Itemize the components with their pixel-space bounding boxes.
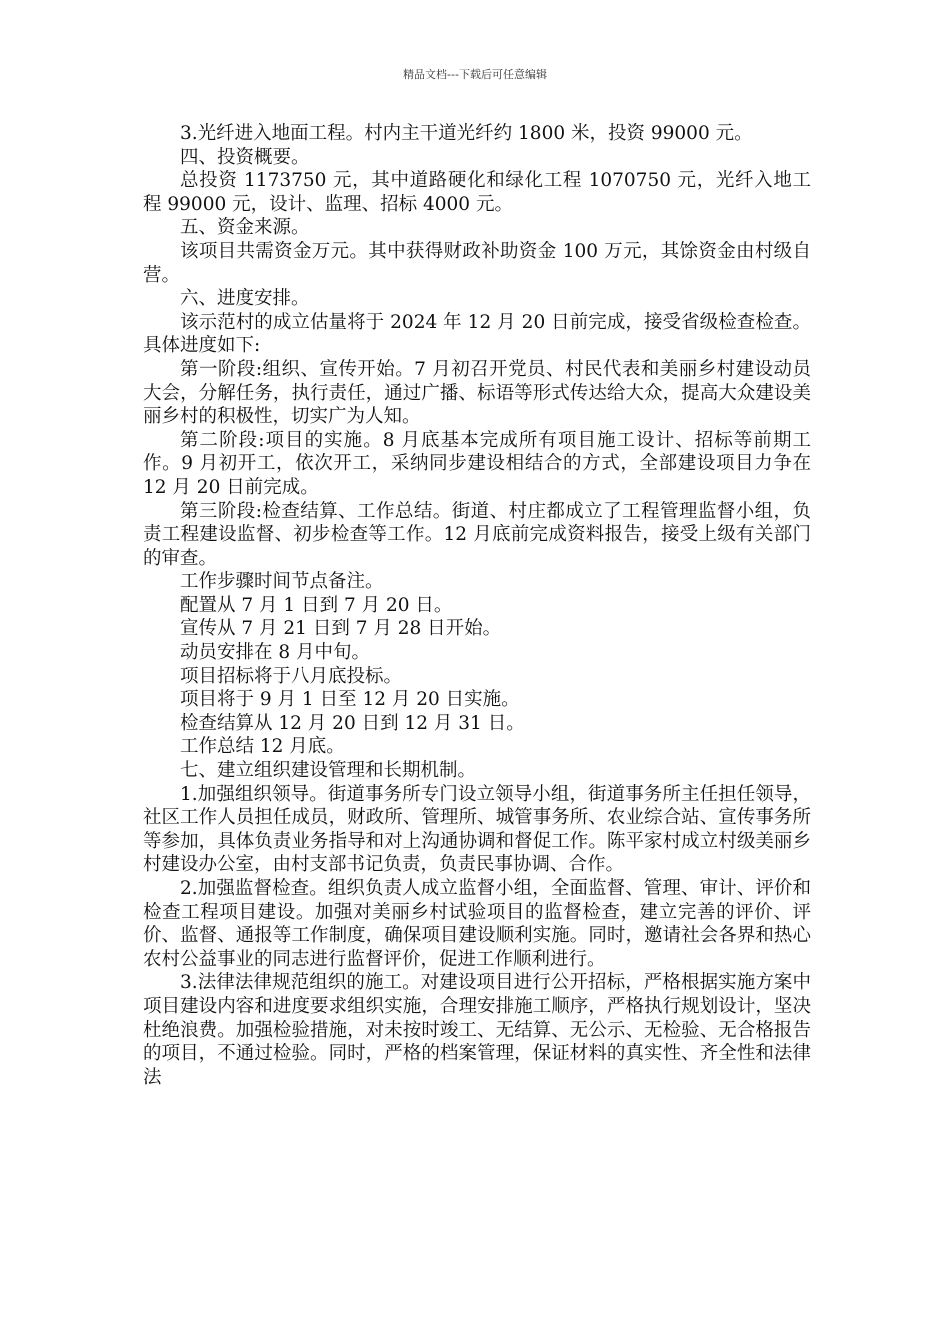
schedule-line: 检查结算从 12 月 20 日到 12 月 31 日。 — [180, 712, 525, 734]
paragraph: 3.光纤进入地面工程。村内主干道光纤约 1800 米，投资 99000 元。 — [180, 123, 753, 144]
schedule-line: 工作总结 12 月底。 — [180, 736, 345, 758]
section-heading: 四、投资概要。 — [180, 146, 310, 168]
paragraph: 第二阶段:项目的实施。8 月底基本完成所有项目施工设计、招标等前期工作。9 月初开工，依次开工，采纳同步建设相结合的方式，全部建设项目力争在 12 月 20 日前完成。 — [143, 429, 811, 498]
page-header: 精品文档---下载后可任意编辑 — [403, 68, 547, 81]
section-heading: 六、进度安排。 — [180, 288, 310, 310]
paragraph: 总投资 1173750 元，其中道路硬化和绿化工程 1070750 元，光纤入地工程 99000 元，设计、监理、招标 4000 元。 — [143, 170, 811, 215]
schedule-line: 配置从 7 月 1 日到 7 月 20 日。 — [180, 594, 453, 616]
schedule-line: 项目招标将于八月底投标。 — [180, 665, 403, 687]
section-heading: 七、建立组织建设管理和长期机制。 — [180, 760, 477, 782]
paragraph: 第三阶段:检查结算、工作总结。街道、村庄都成立了工程管理监督小组，负责工程建设监督、初步检查等工作。12 月底前完成资料报告，接受上级有关部门的审查。 — [143, 500, 811, 569]
paragraph: 3.法律法律规范组织的施工。对建设项目进行公开招标，严格根据实施方案中项目建设内容和进度要求组织实施，合理安排施工顺序，严格执行规划设计，坚决杜绝浪费。加强检验措施，对未按时竣工、无结算、无公示、无检验、无合格报告的项目，不通过检验。同时，严格的档案管理，保证材料的真实性、齐全性和法律法 — [143, 972, 811, 1088]
schedule-line: 动员安排在 8 月中旬。 — [180, 642, 371, 664]
paragraph: 2.加强监督检查。组织负责人成立监督小组，全面监督、管理、审计、评价和检查工程项目建设。加强对美丽乡村试验项目的监督检查，建立完善的评价、评价、监督、通报等工作制度，确保项目建设顺利实施。同时，邀请社会各界和热心农村公益事业的同志进行监督评价，促进工作顺利进行。 — [143, 878, 811, 970]
paragraph: 1.加强组织领导。街道事务所专门设立领导小组，街道事务所主任担任领导，社区工作人员担任成员，财政所、管理所、城管事务所、农业综合站、宣传事务所等参加，具体负责业务指导和对上沟通协调和督促工作。陈平家村成立村级美丽乡村建设办公室，由村支部书记负责，负责民事协调、合作。 — [143, 783, 811, 876]
schedule-line: 项目将于 9 月 1 日至 12 月 20 日实施。 — [180, 689, 520, 711]
document-body — [143, 122, 811, 1089]
schedule-line: 宣传从 7 月 21 日到 7 月 28 日开始。 — [180, 618, 502, 640]
paragraph: 该示范村的成立估量将于 2024 年 12 月 20 日前完成，接受省级检查检查。具体进度如下: — [143, 311, 811, 357]
paragraph: 工作步骤时间节点备注。 — [180, 571, 384, 593]
paragraph: 该项目共需资金万元。其中获得财政补助资金 100 万元，其馀资金由村级自营。 — [143, 240, 811, 286]
paragraph: 第一阶段:组织、宣传开始。7 月初召开党员、村民代表和美丽乡村建设动员大会，分解任务，执行责任，通过广播、标语等形式传达给大众，提高大众建设美丽乡村的积极性，切实广为人知。 — [143, 358, 811, 428]
section-heading: 五、资金来源。 — [180, 217, 310, 239]
